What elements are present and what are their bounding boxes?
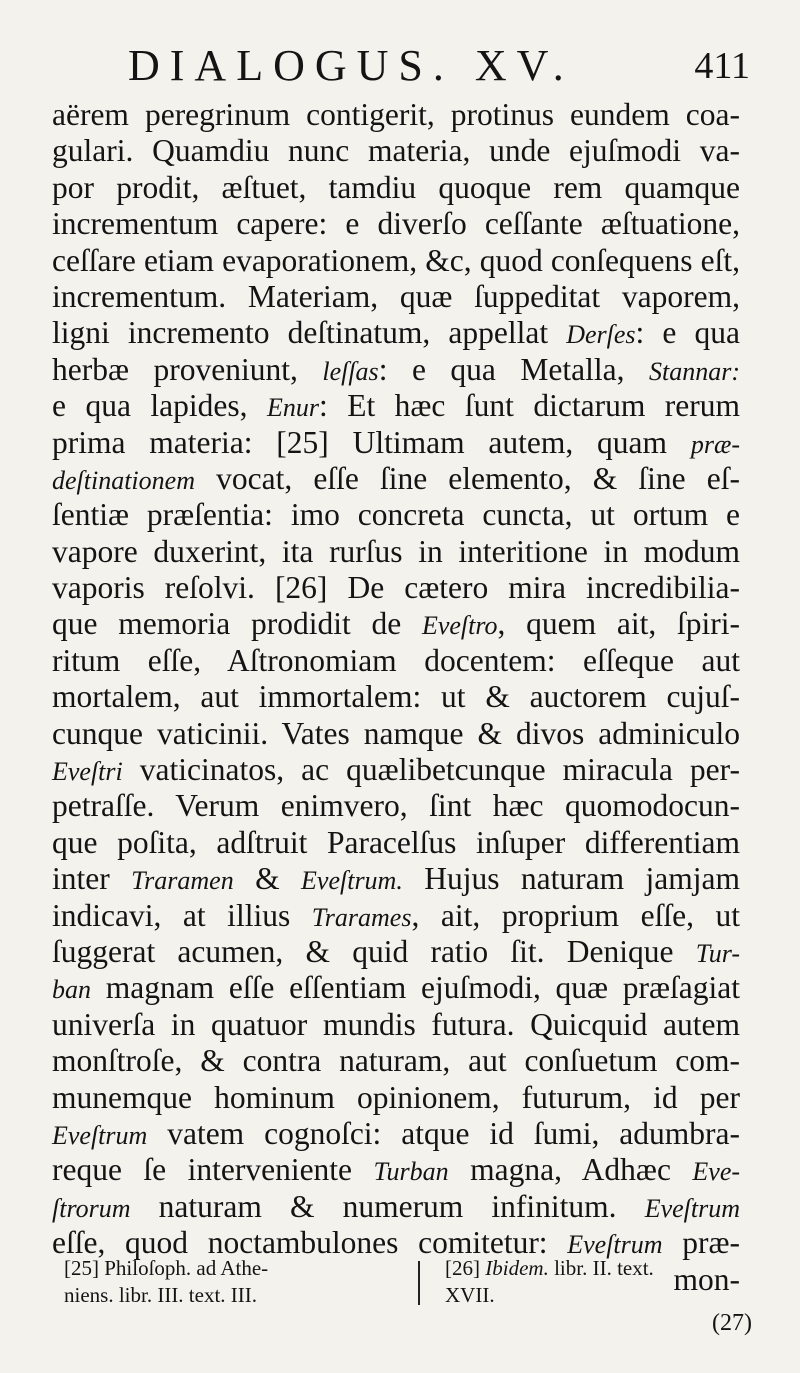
footnote-26 [445,1255,755,1309]
italic-term: ſtrorum [52,1193,131,1223]
text-line [52,97,740,133]
text-run: ligni incremento deſtinatum, appellat [52,315,567,351]
text-run: munemque hominum opinionem, futurum, id per [52,1079,740,1115]
text-run: incrementum capere: e diverſo ceſſante æſtuatione, [52,206,740,242]
text-run: magna, Adhæc [448,1152,693,1188]
text-run: reque ſe interveniente [52,1152,374,1188]
text-run: que memoria prodidit de [52,606,422,642]
text-line [52,1189,740,1225]
text-run: monſtroſe, & contra naturam, aut conſuetum com- [52,1043,740,1079]
footnote-26-line-1 [445,1255,755,1282]
text-run: por prodit, æſtuet, tamdiu quoque rem quamque [52,169,740,205]
text-run: gulari. Quamdiu nunc materia, unde ejuſmodi va- [52,133,740,169]
italic-term: Eveſtro [421,611,498,641]
italic-term: Turban [373,1157,449,1187]
text-run: eſſe, quod noctambulones comitetur: [52,1225,568,1261]
italic-term: Stannar: [649,356,740,386]
italic-term: Eveſtrum [644,1193,740,1223]
text-line [52,1043,740,1079]
text-line [52,133,740,169]
text-line [52,425,740,461]
italic-term: Tur- [695,938,740,968]
text-run: : e qua Metalla, [378,351,649,387]
text-line [52,1116,740,1152]
text-line [52,388,740,424]
text-run: mortalem, aut immortalem: ut & auctorem cujuſ- [52,679,740,715]
footnote-divider [418,1261,420,1305]
text-line [52,752,740,788]
text-line [52,643,740,679]
text-line [52,1152,740,1188]
text-run: & [233,861,302,897]
text-line [52,606,740,642]
footnote-26-marker: [26] [445,1256,486,1280]
text-run: ceſſare etiam evaporationem, &c, quod conſequens eſt, [52,242,740,278]
italic-term: Eve- [692,1157,741,1187]
text-run: naturam & numerum infinitum. [130,1188,645,1224]
text-run: mon- [673,1261,740,1297]
text-line [52,1080,740,1116]
text-line [52,461,740,497]
footnotes [0,1255,800,1315]
text-run: vatem cognoſci: atque id ſumi, adumbra- [147,1115,740,1151]
signature-mark: (27) [712,1310,752,1336]
text-run: , quem ait, ſpiri- [497,606,740,642]
text-line [52,716,740,752]
text-run: : Et hæc ſunt dictarum rerum [318,388,740,424]
text-line [52,861,740,897]
footnote-26-line-2: XVII. [445,1283,495,1307]
text-line [52,206,740,242]
italic-term: deſtinationem [52,465,195,495]
text-run: præ- [662,1225,740,1261]
text-run: vaticinatos, ac quælibetcunque miracula per- [122,752,740,788]
text-line [52,679,740,715]
footnote-25-line-1: [25] Philoſoph. ad Athe- [64,1256,269,1280]
text-run: aërem peregrinum contigerit, protinus eundem coa- [52,97,740,132]
text-line [52,898,740,934]
page-header [0,40,800,96]
page-number: 411 [694,45,750,87]
body-text [52,97,740,1298]
text-line [52,497,740,533]
text-line [52,970,740,1006]
text-line [52,825,740,861]
text-line [52,788,740,824]
text-run: incrementum. Materiam, quæ ſuppeditat vaporem, [52,278,740,314]
text-line [52,534,740,570]
italic-term: Eveſtrum. [301,866,403,896]
text-run: vaporis reſolvi. [26] De cætero mira incredibilia- [52,570,740,606]
text-run: inter [52,861,132,897]
text-line [52,315,740,351]
text-run: e qua lapides, [52,388,267,424]
text-line [52,1007,740,1043]
text-run: que poſita, adſtruit Paracelſus inſuper differentiam [52,824,740,860]
italic-term: Enur [266,393,319,423]
footnote-26-ibidem: Ibidem. [485,1256,549,1280]
italic-term: Trarames [311,902,412,932]
italic-term: Eveſtrum [567,1230,663,1260]
text-run: ſentiæ præſentia: imo concreta cuncta, ut ortum e [52,497,740,533]
text-run: petraſſe. Verum enimvero, ſint hæc quomodocun- [52,788,740,824]
text-run: : e qua [635,315,740,351]
footnote-25-line-2: niens. libr. III. text. III. [64,1283,258,1307]
text-run: magnam eſſe eſſentiam ejuſmodi, quæ præſagiat [91,970,740,1006]
footnote-26-ref: libr. II. text. [548,1256,654,1280]
text-run: ritum eſſe, Aſtronomiam docentem: eſſeque aut [52,642,740,678]
footnote-25 [64,1255,419,1309]
text-run: herbæ proveniunt, [52,351,323,387]
text-line [52,279,740,315]
italic-term: Derſes [566,320,636,350]
text-run: indicavi, at illius [52,897,312,933]
text-run: cunque vaticinii. Vates namque & divos adminiculo [52,715,740,751]
italic-term: Eveſtrum [52,1120,148,1150]
italic-term: leſſas [322,356,379,386]
text-line [52,352,740,388]
text-run: vocat, eſſe ſine elemento, & ſine eſ- [194,460,740,496]
text-run: vapore duxerint, ita rurſus in interitione in modum [52,533,740,569]
text-run: univerſa in quatuor mundis futura. Quicquid autem [52,1006,740,1042]
italic-term: Traramen [131,866,234,896]
text-run: ſuggerat acumen, & quid ratio ſit. Denique [52,933,696,969]
italic-term: præ- [690,429,740,459]
text-line [52,243,740,279]
running-title: DIALOGUS. XV. [128,41,574,90]
text-line [52,570,740,606]
text-line [52,934,740,970]
italic-term: Eveſtri [52,757,123,787]
text-line [52,170,740,206]
text-run: Hujus naturam jamjam [402,861,740,897]
text-run: , ait, proprium eſſe, ut [411,897,741,933]
text-run: prima materia: [25] Ultimam autem, quam [52,424,691,460]
italic-term: ban [52,975,91,1005]
